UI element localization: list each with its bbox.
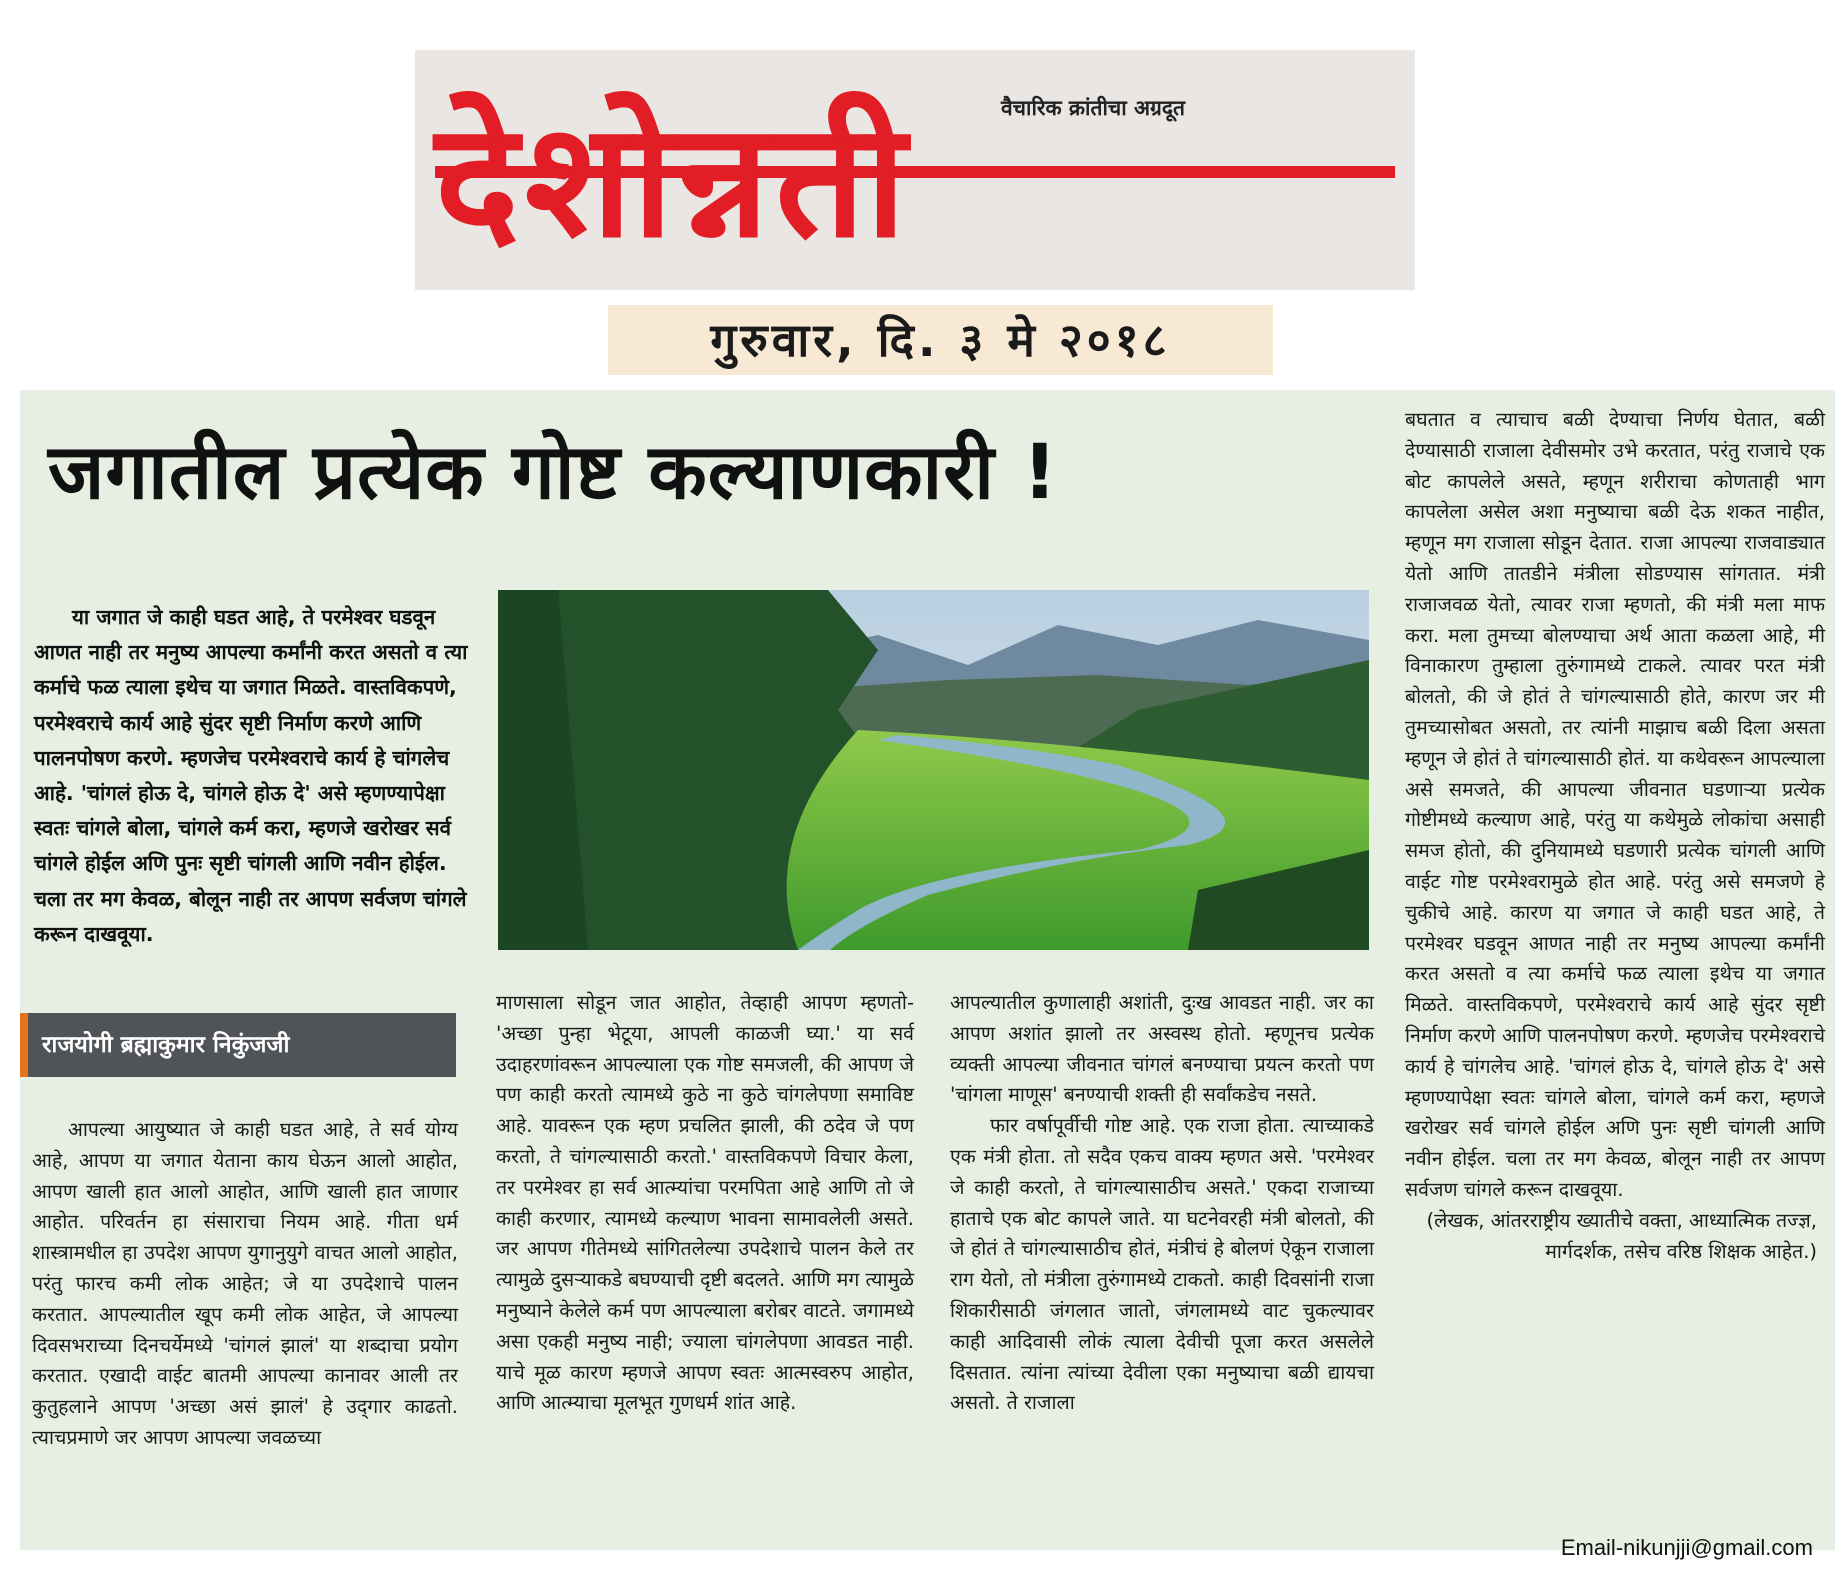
column-2-paragraph: माणसाला सोडून जात आहोत, तेव्हाही आपण म्हणतो- 'अच्छा पुन्हा भेटूया, आपली काळजी घ्या.' या सर्व उदाहरणांवरून आपल्याला एक गोष्ट समजली, की आपण जे पण काही करतो त्यामध्ये कुठे ना कुठे चांगलेपणा समाविष्ट आहे. यावरून एक म्हण प्रचलित झाली, की ठदेव जे पण करतो, ते चांगल्यासाठी करतो.' वास्तविकपणे विचार केला, तर परमेश्वर हा सर्व आत्म्यांचा परमपिता आहे आणि तो जे काही करणार, त्यामध्ये कल्याण भावना सामावलेली असते. जर आपण गीतेमध्ये सांगितलेल्या उपदेशाचे पालन केले तर त्यामुळे दुसऱ्याकडे बघण्याची दृष्टी बदलते. आणि मग त्यामुळे मनुष्याने केलेले कर्म पण आपल्याला बरोबर वाटते. जगामध्ये असा एकही मनुष्य नाही; ज्याला चांगलेपणा आवडत नाही. याचे मूळ कारण म्हणजे आपण स्वतः आत्मस्वरुप आहोत, आणि आत्म्याचा मूलभूत गुणधर्म शांत आहे. [496, 991, 914, 1415]
column-4-paragraph: बघतात व त्याचाच बळी देण्याचा निर्णय घेतात, बळी देण्यासाठी राजाला देवीसमोर उभे करतात, परंतु राजाचे एक बोट कापलेले असते, म्हणून शरीराचा कोणताही भाग कापलेला असेल अशा मनुष्याचा बळी देऊ शकत नाहीत, म्हणून मग राजाला सोडून देतात. राजा आपल्या राजवाड्यात येतो आणि तातडीने मंत्रीला सोडण्यास सांगतात. मंत्री राजाजवळ येतो, त्यावर राजा म्हणतो, की मंत्री मला माफ करा. मला तुमच्या बोलण्याचा अर्थ आता कळला आहे, मी विनाकारण तुम्हाला तुरुंगामध्ये टाकले. त्यावर परत मंत्री बोलतो, की जे होतं ते चांगल्यासाठी होते, कारण जर मी तुमच्यासोबत असतो, तर त्यांनी माझाच बळी दिला असता म्हणून जे होतं ते चांगल्यासाठी होतं. या कथेवरून आपल्याला असे समजते, की आपल्या जीवनात घडणाऱ्या प्रत्येक गोष्टीमध्ये कल्याण आहे, परंतु या कथेमुळे लोकांचा असाही समज होतो, की दुनियामध्ये घडणारी प्रत्येक चांगली आणि वाईट गोष्ट परमेश्वरामुळे होत आहे. परंतु असे समजणे हे चुकीचे आहे. कारण या जगात जे काही घडत आहे, ते परमेश्वर घडवून आणत नाही तर मनुष्य आपल्या कर्मांनी करत असतो व त्या कर्माचे फळ त्याला इथेच या जगात मिळते. वास्तविकपणे, परमेश्वराचे कार्य आहे सुंदर सृष्टी निर्माण करणे आणि पालनपोषण करणे. म्हणजेच परमेश्वराचे कार्य हे चांगलेच आहे. 'चांगलं होऊ दे, चांगले होऊ दे' असे म्हणण्यापेक्षा स्वतः चांगले बोला, चांगले कर्म करा, म्हणजे खरोखर सर्व चांगले होईल अणि पुनः सृष्टी चांगली आणि नवीन होईल. चला तर मग केवळ, बोलून नाही तर आपण सर्वजण चांगले करून दाखवूया. [1405, 408, 1825, 1201]
article-headline: जगातील प्रत्येक गोष्ट कल्याणकारी ! [48, 427, 1059, 516]
intro-paragraph: या जगात जे काही घडत आहे, ते परमेश्वर घडवून आणत नाही तर मनुष्य आपल्या कर्मांनी करत असतो व त्या कर्माचे फळ त्याला इथेच या जगात मिळते. वास्तविकपणे, परमेश्वराचे कार्य आहे सुंदर सृष्टी निर्माण करणे आणि पालनपोषण करणे. म्हणजेच परमेश्वराचे कार्य हे चांगलेच आहे. 'चांगलं होऊ दे, चांगले होऊ दे' असे म्हणण्यापेक्षा स्वतः चांगले बोला, चांगले कर्म करा, म्हणजे खरोखर सर्व चांगले होईल अणि पुनः सृष्टी चांगली आणि नवीन होईल. चला तर मग केवळ, बोलून नाही तर आपण सर्वजण चांगले करून दाखवूया. [34, 605, 468, 946]
landscape-photo [498, 590, 1369, 950]
newspaper-name-logo: देशोन्नती [435, 89, 913, 273]
masthead-tagline: वैचारिक क्रांतीचा अग्रदूत [1001, 96, 1185, 120]
column-3-paragraph-1: आपल्यातील कुणालाही अशांती, दुःख आवडत नाही. जर का आपण अशांत झालो तर अस्वस्थ होतो. म्हणूनच प्रत्येक व्यक्ती आपल्या जीवनात चांगलं बनण्याचा प्रयत्न करतो पण 'चांगला माणूस' बनण्याची शक्ती ही सर्वांकडेच नसते. [950, 991, 1374, 1107]
author-email: Email-nikunjji@gmail.com [1560, 1535, 1813, 1560]
article-column-2 [496, 988, 914, 1419]
byline-text: राजयोगी ब्रह्माकुमार निकुंजजी [42, 1032, 290, 1058]
article-column-3 [950, 988, 1374, 1419]
article-column-4 [1405, 405, 1825, 1267]
article-column-1 [32, 1115, 458, 1454]
author-credit: (लेखक, आंतरराष्ट्रीय ख्यातीचे वक्ता, आध्यात्मिक तज्ज्ञ, मार्गदर्शक, तसेच वरिष्ठ शिक्षक आहेत.) [1426, 1208, 1817, 1263]
author-byline [20, 1013, 456, 1077]
article-block [20, 390, 1835, 1560]
column-1-paragraph: आपल्या आयुष्यात जे काही घडत आहे, ते सर्व योग्य आहे, आपण या जगात येताना काय घेऊन आलो आहोत, आपण खाली हात आलो आहोत, आणि खाली हात जाणार आहोत. परिवर्तन हा संसाराचा नियम आहे. गीता धर्म शास्त्रामधील हा उपदेश आपण युगानुयुगे वाचत आलो आहोत, परंतु फारच कमी लोक आहेत; जे या उपदेशाचे पालन करतात. आपल्यातील खूप कमी लोक आहेत, जे आपल्या दिवसभराच्या दिनचर्येमध्ये 'चांगलं झालं' या शब्दाचा प्रयोग करतात. एखादी वाईट बातमी आपल्या कानावर आली तर कुतुहलाने आपण 'अच्छा असं झालं' हे उद्‌गार काढतो. त्याचप्रमाणे जर आपण आपल्या जवळच्या [32, 1118, 458, 1449]
column-3-paragraph-2: फार वर्षापूर्वीची गोष्ट आहे. एक राजा होता. त्याच्याकडे एक मंत्री होता. तो सदैव एकच वाक्य म्हणत असे. 'परमेश्वर जे काही करतो, ते चांगल्यासाठीच असते.' एकदा राजाच्या हाताचे एक बोट कापले जाते. या घटनेवरही मंत्री बोलतो, की जे होतं ते चांगल्यासाठीच होतं, मंत्रीचं हे बोलणं ऐकून राजाला राग येतो, तो मंत्रीला तुरुंगामध्ये टाकतो. काही दिवसांनी राजा शिकारीसाठी जंगलात जातो, जंगलामध्ये वाट चुकल्यावर काही आदिवासी लोकं त्याला देवीची पूजा करत असलेले दिसतात. त्यांना त्यांच्या देवीला एका मनुष्याचा बळी द्यायचा असतो. ते राजाला [950, 1114, 1374, 1415]
masthead [415, 50, 1415, 290]
dateline: गुरुवार, दि. ३ मे २०१८ [608, 305, 1273, 375]
byline-accent-bar [20, 1013, 28, 1077]
article-intro [34, 600, 474, 952]
